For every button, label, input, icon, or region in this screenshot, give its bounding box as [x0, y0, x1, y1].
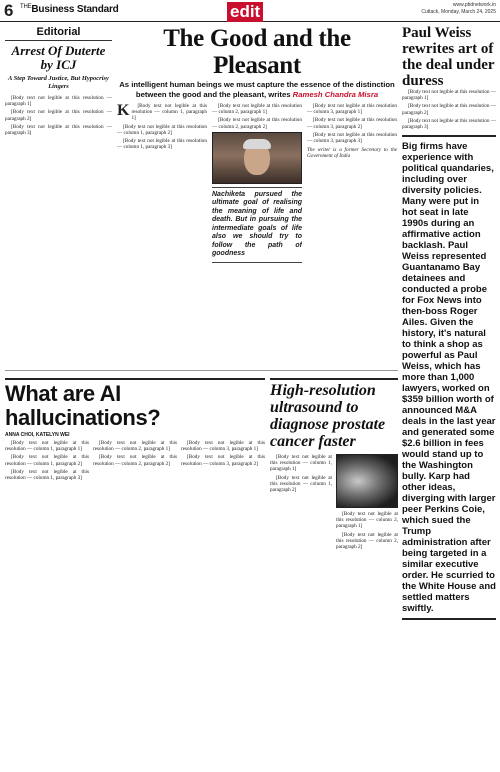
ai-col-2: [93, 440, 177, 766]
editorial-column: [5, 25, 112, 365]
ai-byline: ANNA CHOI, KATELYN WEI: [5, 432, 70, 438]
feature-deck: As intelligent human beings we must capture the essence of the distinction between the good and the pleasant, writes Ramesh Chandra Misra: [119, 80, 395, 99]
ultrasound-paragraph: [Body text not legible at this resolution — column 2, paragraph 1]: [336, 511, 398, 530]
section-tag: edit: [227, 1, 263, 22]
feature-headline: The Good and the Pleasant: [163, 25, 351, 79]
ai-paragraph: [Body text not legible at this resolution — column 3, paragraph 2]: [181, 454, 265, 467]
opinion-paragraph: [Body text not legible at this resolution — paragraph 2]: [402, 103, 496, 116]
ultrasound-paragraph: [Body text not legible at this resolution — column 1, paragraph 2]: [270, 474, 332, 494]
section-divider: [5, 370, 398, 371]
opinion-paragraph: [Body text not legible at this resolution — paragraph 3]: [402, 117, 496, 131]
ultrasound-headline: High-resolution ultrasound to diagnose prostate cancer faster: [270, 382, 386, 450]
editorial-body: [5, 95, 112, 136]
opinion-headline: Paul Weiss rewrites art of the deal under duress: [402, 25, 495, 89]
ai-headline: What are AI hallucinations?: [5, 381, 161, 430]
opinion-paragraph: [Body text not legible at this resolution — paragraph 1]: [402, 89, 496, 102]
writer-note: The writer is a former Secretary to the Government of India: [307, 147, 397, 160]
ultrasound-columns: [270, 454, 398, 766]
ai-col-1: [5, 440, 89, 766]
feature-paragraph: [Body text not legible at this resolution — column 3, paragraph 1]: [307, 103, 397, 116]
editorial-headline: Arrest Of Duterte by ICJ: [11, 43, 106, 72]
feature-paragraph: [Body text not legible at this resolution — column 2, paragraph 1]: [212, 103, 302, 116]
feature-paragraph: [Body text not legible at this resolution — column 1, paragraph 1]: [131, 103, 207, 122]
opinion-column: [402, 25, 496, 765]
feature-author: Ramesh Chandra Misra: [292, 89, 379, 99]
dateline: Cuttack, Monday, March 24, 2025: [421, 8, 496, 15]
ai-article: [5, 378, 265, 766]
feature-paragraph: [Body text not legible at this resolution — column 1, paragraph 3]: [117, 138, 207, 151]
ai-paragraph: [Body text not legible at this resolution — column 1, paragraph 1]: [5, 440, 89, 453]
masthead: [0, 0, 500, 22]
editorial-paragraph: [Body text not legible at this resolution — paragraph 1]: [5, 95, 112, 108]
newspaper-logo: $^{THE}$Business Standard: [20, 4, 119, 15]
feature-paragraph: [Body text not legible at this resolution — column 3, paragraph 2]: [307, 117, 397, 130]
feature-col-1: [117, 103, 207, 365]
editorial-paragraph: [Body text not legible at this resolution — paragraph 3]: [5, 123, 112, 137]
feature-col-3: [307, 103, 397, 365]
ultrasound-paragraph: [Body text not legible at this resolution — column 1, paragraph 1]: [270, 454, 332, 473]
pull-quote: Nachiketa pursued the ultimate goal of realising the meaning of life and death. But in pursuing the intermediate goals of life also we should try to follow the path of goodness: [212, 187, 302, 263]
masthead-meta: [421, 2, 496, 15]
ai-paragraph: [Body text not legible at this resolution — column 2, paragraph 2]: [93, 454, 177, 467]
feature-paragraph: [Body text not legible at this resolution — column 3, paragraph 3]: [307, 131, 397, 145]
opinion-body: [402, 89, 496, 130]
page-number: 6: [4, 1, 14, 20]
author-photo: [212, 132, 302, 184]
feature-paragraph: [Body text not legible at this resolution — column 2, paragraph 2]: [212, 117, 302, 130]
feature-columns: [117, 103, 397, 365]
ultrasound-col-1: [270, 454, 332, 766]
ai-paragraph: [Body text not legible at this resolution — column 3, paragraph 1]: [181, 440, 265, 453]
ai-paragraph: [Body text not legible at this resolution — column 2, paragraph 1]: [93, 440, 177, 453]
editorial-deck: A Step Toward Justice, But Hypocrisy Lingers: [8, 75, 109, 90]
feature-paragraph: [Body text not legible at this resolution — column 1, paragraph 2]: [117, 123, 207, 136]
ultrasound-article: [270, 378, 398, 766]
ultrasound-col-2: [336, 454, 398, 766]
ultrasound-image: [336, 454, 398, 508]
feature-col-2: [212, 103, 302, 365]
ai-paragraph: [Body text not legible at this resolution — column 1, paragraph 2]: [5, 454, 89, 467]
opinion-pull-quote: Big firms have experience with political quandaries, including over diversity policies. Many were put in hot seat in late 1990s during an affirmative action backlash. Paul Weiss represented Guantanamo Bay detainees and conducted a probe for Fox News into then-boss Roger Ailes. Given the history, it's natural to think a shop as powerful as Paul Weiss, which has more than 1,000 lawyers, worked on $359 billion worth of announced M&A deals in the last year and generated some $2.6 billion in fees would stand up to the Washington bully. Karp had other ideas, diverging with larger peer Perkins Coie, which sued the Trump administration after being targeted in a similar executive order. He scurried to the White House and settled matters swiftly.: [402, 135, 496, 620]
feature-article: [117, 25, 397, 365]
ultrasound-paragraph: [Body text not legible at this resolution — column 2, paragraph 2]: [336, 531, 398, 551]
editorial-paragraph: [Body text not legible at this resolution — paragraph 2]: [5, 109, 112, 122]
drop-cap: K: [117, 103, 130, 119]
ai-col-3: [181, 440, 265, 766]
ai-columns: [5, 440, 265, 766]
ai-paragraph: [Body text not legible at this resolution — column 1, paragraph 3]: [5, 468, 89, 482]
site-url: www.pbdnetwork.in: [452, 2, 496, 8]
editorial-label: Editorial: [5, 25, 112, 41]
